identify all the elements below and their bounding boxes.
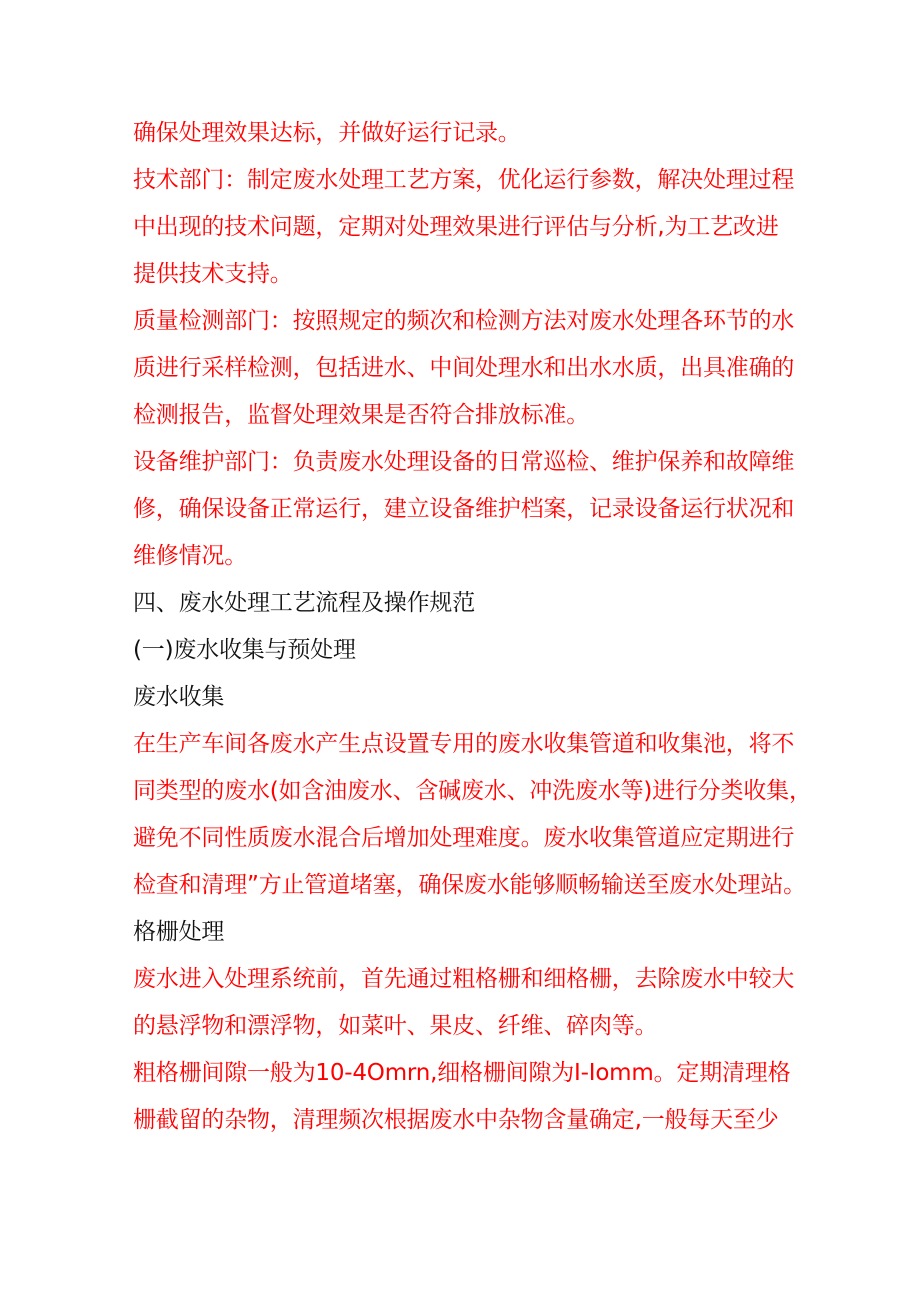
text-line: 技术部门：制定废水处理工艺方案，优化运行参数，解决处理过程 bbox=[133, 167, 795, 193]
topic-heading: 废水收集 bbox=[133, 684, 225, 710]
text-line: 质量检测部门：按照规定的频次和检测方法对废水处理各环节的水 bbox=[133, 308, 795, 334]
text-line: 确保处理效果达标，并做好运行记录。 bbox=[133, 120, 521, 146]
topic-heading: 格栅处理 bbox=[133, 919, 225, 945]
text-line: 中出现的技术问题，定期对处理效果进行评估与分析,为工艺改进 bbox=[133, 214, 779, 240]
text-line: 的悬浮物和漂浮物，如菜叶、果皮、纤维、碎肉等。 bbox=[133, 1013, 658, 1039]
text-line: 同类型的废水(如含油废水、含碱废水、冲洗废水等)进行分类收集， bbox=[133, 778, 812, 804]
text-line: 修，确保设备正常运行，建立设备维护档案，记录设备运行状况和 bbox=[133, 496, 795, 522]
text-line: 栅截留的杂物，清理频次根据废水中杂物含量确定,一般每天至少 bbox=[133, 1107, 779, 1133]
text-line: 质进行采样检测，包括进水、中间处理水和出水水质，出具准确的 bbox=[133, 355, 795, 381]
text-line: 设备维护部门：负责废水处理设备的日常巡检、维护保养和故障维 bbox=[133, 449, 795, 475]
subsection-heading: (一)废水收集与预处理 bbox=[133, 637, 356, 663]
text-line: 维修情况。 bbox=[133, 543, 248, 569]
text-line: 检查和清理”方止管道堵塞，确保废水能够顺畅输送至废水处理站。 bbox=[133, 872, 806, 898]
text-line: 废水进入处理系统前，首先通过粗格栅和细格栅，去除废水中较大 bbox=[133, 966, 795, 992]
section-heading: 四、废水处理工艺流程及操作规范 bbox=[133, 590, 476, 616]
text-line: 粗格栅间隙一般为10-4Omrn,细格栅间隙为I-Iomm。定期清理格 bbox=[133, 1060, 791, 1086]
text-line: 在生产车间各废水产生点设置专用的废水收集管道和收集池，将不 bbox=[133, 731, 795, 757]
text-line: 提供技术支持。 bbox=[133, 261, 293, 287]
text-line: 检测报告，监督处理效果是否符合排放标准。 bbox=[133, 402, 590, 428]
document-body bbox=[133, 110, 812, 1144]
text-line: 避免不同性质废水混合后增加处理难度。废水收集管道应定期进行 bbox=[133, 825, 795, 851]
